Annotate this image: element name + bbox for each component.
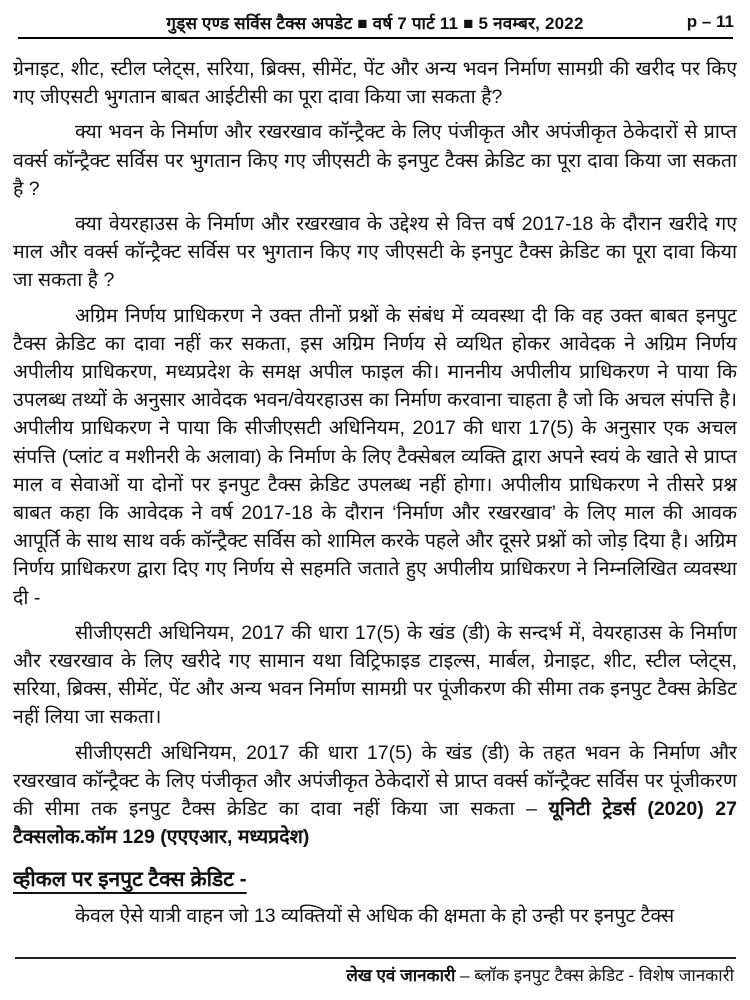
page-header: [0, 11, 750, 37]
citation-paragraph-text: सीजीएसटी अधिनियम, 2017 की धारा 17(5) के खंड (डी) के तहत भवन के निर्माण और रखरखाव कॉन्ट्रैक्ट के लिए पंजीकृत और अपंजीकृत ठेकेदारों से प्राप्त वर्क्स कॉन्ट्रैक्ट सर्विस पर पूंजीकरण की सीमा तक इनपुट टैक्स क्रेडिट का दावा नहीं किया जा सकता –: [13, 741, 737, 821]
header-title: गुड्स एण्ड सर्विस टैक्स अपडेट ■ वर्ष 7 पार्ट 11 ■ 5 नवम्बर, 2022: [166, 14, 584, 33]
footer-label: लेख एवं जानकारी: [346, 966, 456, 985]
page-footer: [15, 963, 734, 986]
document-body: [13, 55, 737, 954]
paragraph-warehouse-question: क्या वेयरहाउस के निर्माण और रखरखाव के उद्देश्य से वित्त वर्ष 2017-18 के दौरान खरीदे गए माल और वर्क्स कॉन्ट्रैक्ट सर्विस पर भुगतान किए गए जीएसटी के इनपुट टैक्स क्रेडिट का पूरा दावा किया जा सकता है ?: [13, 213, 737, 292]
header-rule: [18, 37, 733, 39]
footer-text: – ब्लॉक इनपुट टैक्स क्रेडिट - विशेष जानकारी: [460, 966, 734, 985]
paragraph-authority-ruling: अग्रिम निर्णय प्राधिकरण ने उक्त तीनों प्रश्नों के संबंध में व्यवस्था दी कि वह उक्त बाबत इनपुट टैक्स क्रेडिट का दावा नहीं कर सकता, इस अग्रिम निर्णय से व्यथित होकर आवेदक ने अग्रिम निर्णय अपीलीय प्राधिकरण, मध्यप्रदेश के समक्ष अपील फाइल की। माननीय अपीलीय प्राधिकरण ने पाया कि उपलब्ध तथ्यों के अनुसार आवेदक भवन/वेयरहाउस का निर्माण करवाना चाहता है जो कि अचल संपत्ति है। अपीलीय प्राधिकरण ने पाया कि सीजीएसटी अधिनियम, 2017 की धारा 17(5) के अनुसार एक अचल संपत्ति (प्लांट व मशीनरी के अलावा) के निर्माण के लिए टैक्सेबल व्यक्ति द्वारा अपने स्वयं के खाते से प्राप्त माल व सेवाओं या दोनों पर इनपुट टैक्स क्रेडिट उपलब्ध नहीं होगा। अपीलीय प्राधिकरण ने तीसरे प्रश्न बाबत कहा कि आवेदक ने वर्ष 2017-18 के दौरान ‘निर्माण और रखरखाव’ के लिए माल की आवक आपूर्ति के साथ साथ वर्क कॉन्ट्रैक्ट सर्विस को शामिल करके पहले और दूसरे प्रश्नों को जोड़ दिया है। अग्रिम निर्णय प्राधिकरण द्वारा दिए गए निर्णय से सहमति जताते हुए अपीलीय प्राधिकरण ने निम्नलिखित व्यवस्था दी -: [13, 304, 737, 609]
case-citation: यूनिटी ट्रेडर्स (2020) 27 टैक्सलोक.कॉम 129 (एएएआर, मध्यप्रदेश): [13, 798, 737, 849]
paragraph-section-17-5-works-contract: [13, 739, 737, 852]
footer-rule: [15, 957, 736, 959]
paragraph-section-17-5-goods: सीजीएसटी अधिनियम, 2017 की धारा 17(5) के खंड (डी) के सन्दर्भ में, वेयरहाउस के निर्माण और रखरखाव के लिए खरीदे गए सामान यथा विट्रिफाइड टाइल्स, मार्बल, ग्रेनाइट, शीट, स्टील प्लेट्स, सरिया, ब्रिक्स, सीमेंट, पेंट और अन्य भवन निर्माण सामग्री पर पूंजीकरण की सीमा तक इनपुट टैक्स क्रेडिट नहीं लिया जा सकता।: [13, 621, 737, 729]
paragraph-vehicle-itc-intro: केवल ऐसे यात्री वाहन जो 13 व्यक्तियों से अधिक की क्षमता के हो उन्ही पर इनपुट टैक्स: [75, 904, 675, 927]
page-number: p – 11: [679, 12, 734, 32]
section-heading-vehicle-itc: व्हीकल पर इनपुट टैक्स क्रेडिट -: [13, 868, 247, 892]
paragraph-building-materials-question: ग्रेनाइट, शीट, स्टील प्लेट्स, सरिया, ब्रिक्स, सीमेंट, पेंट और अन्य भवन निर्माण सामग्री की खरीद पर किए गए जीएसटी भुगतान बाबत आईटीसी का पूरा दावा किया जा सकता है?: [13, 58, 737, 109]
paragraph-contractors-question: क्या भवन के निर्माण और रखरखाव कॉन्ट्रैक्ट के लिए पंजीकृत और अपंजीकृत ठेकेदारों से प्राप्त वर्क्स कॉन्ट्रैक्ट सर्विस पर भुगतान किए गए जीएसटी के इनपुट टैक्स क्रेडिट का पूरा दावा किया जा सकता है ?: [13, 121, 737, 200]
